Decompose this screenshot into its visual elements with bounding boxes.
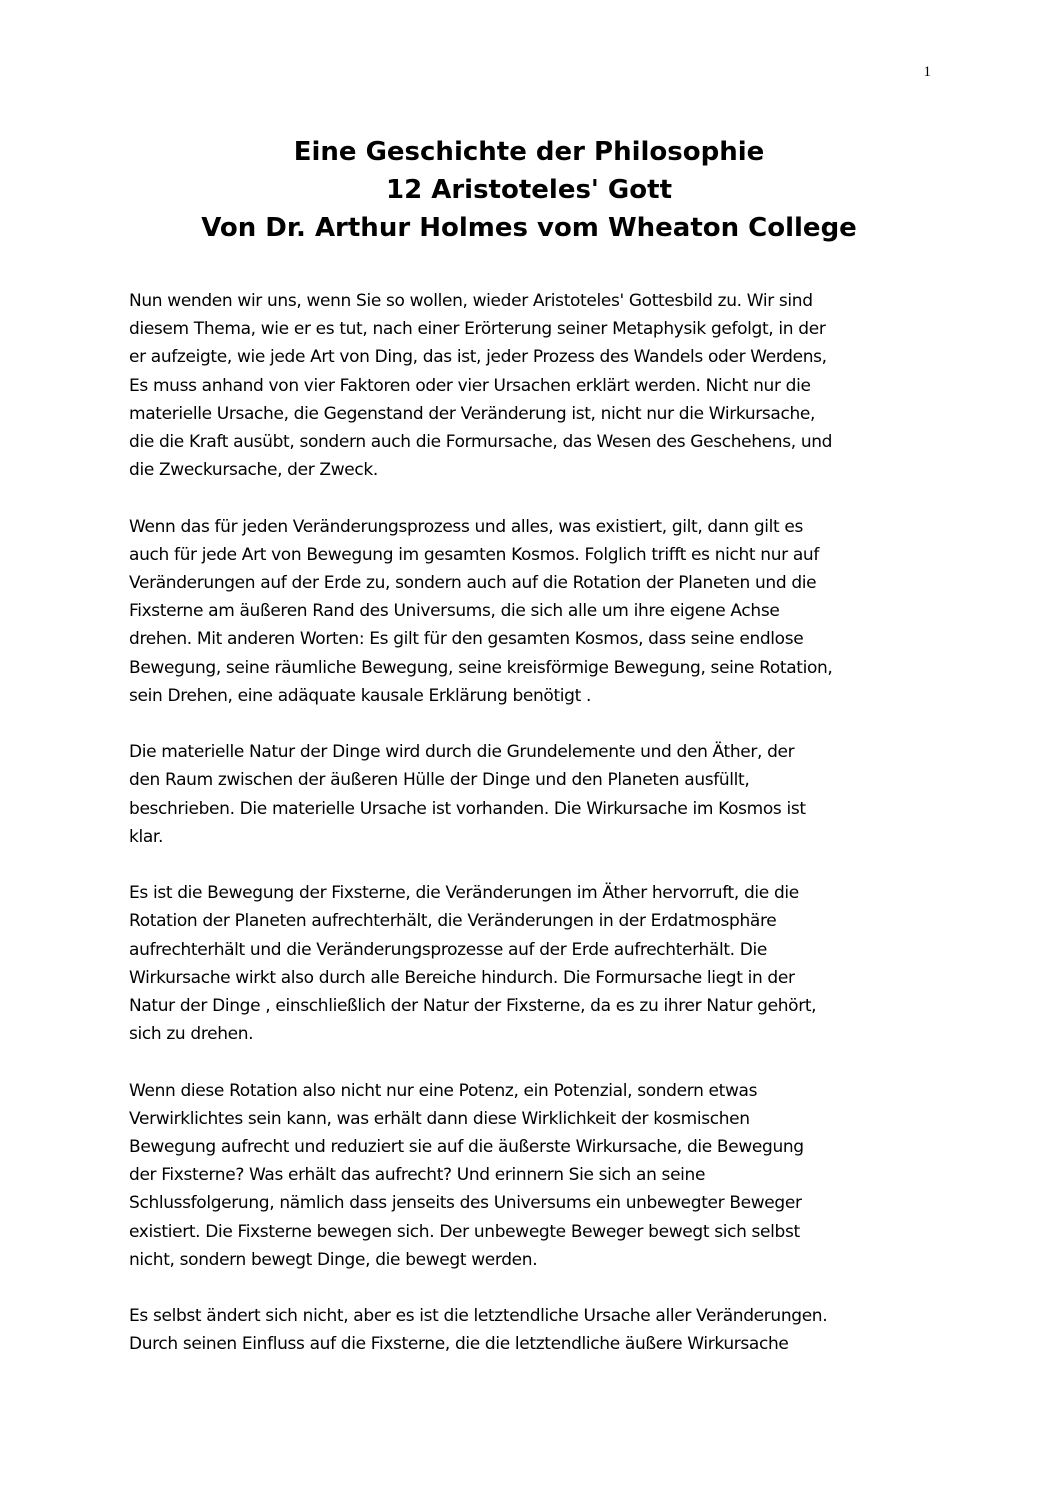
text-line: Wenn das für jeden Veränderungsprozess und alles, was existiert, gilt, dann gilt es [129, 516, 804, 537]
text-line: Fixsterne am äußeren Rand des Universums, die sich alle um ihre eigene Achse [129, 601, 780, 622]
text-line: Verwirklichtes sein kann, was erhält dann diese Wirklichkeit der kosmischen [129, 1108, 750, 1129]
title-line-lecture: 12 Aristoteles' Gott [385, 175, 672, 205]
paragraph-6 [129, 1302, 939, 1358]
text-line: drehen. Mit anderen Worten: Es gilt für den gesamten Kosmos, dass seine endlose [129, 629, 804, 650]
paragraph-4 [129, 879, 939, 1048]
text-line: sein Drehen, eine adäquate kausale Erklärung benötigt . [129, 685, 592, 706]
text-line: er aufzeigte, wie jede Art von Ding, das ist, jeder Prozess des Wandels oder Werdens, [129, 347, 827, 368]
text-line: die die Kraft ausübt, sondern auch die Formursache, das Wesen des Geschehens, und [129, 432, 833, 453]
text-line: Veränderungen auf der Erde zu, sondern auch auf die Rotation der Planeten und die [129, 573, 817, 594]
page-number: 1 [923, 64, 931, 80]
paragraph-3 [129, 738, 939, 851]
text-line: Nun wenden wir uns, wenn Sie so wollen, wieder Aristoteles' Gottesbild zu. Wir sind [129, 291, 813, 311]
text-line: Schlussfolgerung, nämlich dass jenseits des Universums ein unbewegter Beweger [129, 1193, 802, 1214]
text-line: klar. [129, 826, 164, 847]
text-line: Es ist die Bewegung der Fixsterne, die Veränderungen im Äther hervorruft, die die [129, 883, 799, 904]
text-line: sich zu drehen. [129, 1024, 254, 1045]
title-line-author: Von Dr. Arthur Holmes vom Wheaton College [201, 213, 857, 243]
text-line: Wirkursache wirkt also durch alle Bereiche hindurch. Die Formursache liegt in der [129, 967, 795, 988]
document-title [0, 133, 1058, 247]
text-line: diesem Thema, wie er es tut, nach einer Erörterung seiner Metaphysik gefolgt, in der [129, 319, 826, 340]
text-line: aufrechterhält und die Veränderungsprozesse auf der Erde aufrechterhält. Die [129, 939, 768, 960]
text-line: auch für jede Art von Bewegung im gesamten Kosmos. Folglich trifft es nicht nur auf [129, 544, 819, 565]
paragraph-1 [129, 287, 939, 484]
text-line: Die materielle Natur der Dinge wird durch die Grundelemente und den Äther, der [129, 742, 795, 763]
title-line-series: Eine Geschichte der Philosophie [293, 137, 765, 167]
text-line: die Zweckursache, der Zweck. [129, 460, 378, 481]
paragraph-5 [129, 1077, 939, 1274]
text-line: beschrieben. Die materielle Ursache ist vorhanden. Die Wirkursache im Kosmos ist [129, 798, 806, 819]
text-line: existiert. Die Fixsterne bewegen sich. Der unbewegte Beweger bewegt sich selbst [129, 1221, 800, 1242]
text-line: Es muss anhand von vier Faktoren oder vier Ursachen erklärt werden. Nicht nur die [129, 375, 811, 396]
text-line: Bewegung, seine räumliche Bewegung, seine kreisförmige Bewegung, seine Rotation, [129, 657, 833, 678]
text-line: nicht, sondern bewegt Dinge, die bewegt werden. [129, 1249, 538, 1270]
text-line: materielle Ursache, die Gegenstand der Veränderung ist, nicht nur die Wirkursache, [129, 403, 816, 424]
text-line: Natur der Dinge , einschließlich der Natur der Fixsterne, da es zu ihrer Natur gehört, [129, 996, 817, 1017]
text-line: Bewegung aufrecht und reduziert sie auf die äußerste Wirkursache, die Bewegung [129, 1137, 804, 1158]
text-line: Wenn diese Rotation also nicht nur eine Potenz, ein Potenzial, sondern etwas [129, 1080, 758, 1101]
paragraph-2 [129, 513, 939, 710]
text-line: der Fixsterne? Was erhält das aufrecht? Und erinnern Sie sich an seine [129, 1165, 706, 1186]
text-line: Es selbst ändert sich nicht, aber es ist die letztendliche Ursache aller Veränderungen. [129, 1306, 828, 1327]
text-line: Rotation der Planeten aufrechterhält, die Veränderungen in der Erdatmosphäre [129, 911, 777, 932]
body-text [129, 287, 939, 1387]
text-line: den Raum zwischen der äußeren Hülle der Dinge und den Planeten ausfüllt, [129, 770, 750, 791]
text-line: Durch seinen Einfluss auf die Fixsterne, die die letztendliche äußere Wirkursache [129, 1334, 789, 1355]
